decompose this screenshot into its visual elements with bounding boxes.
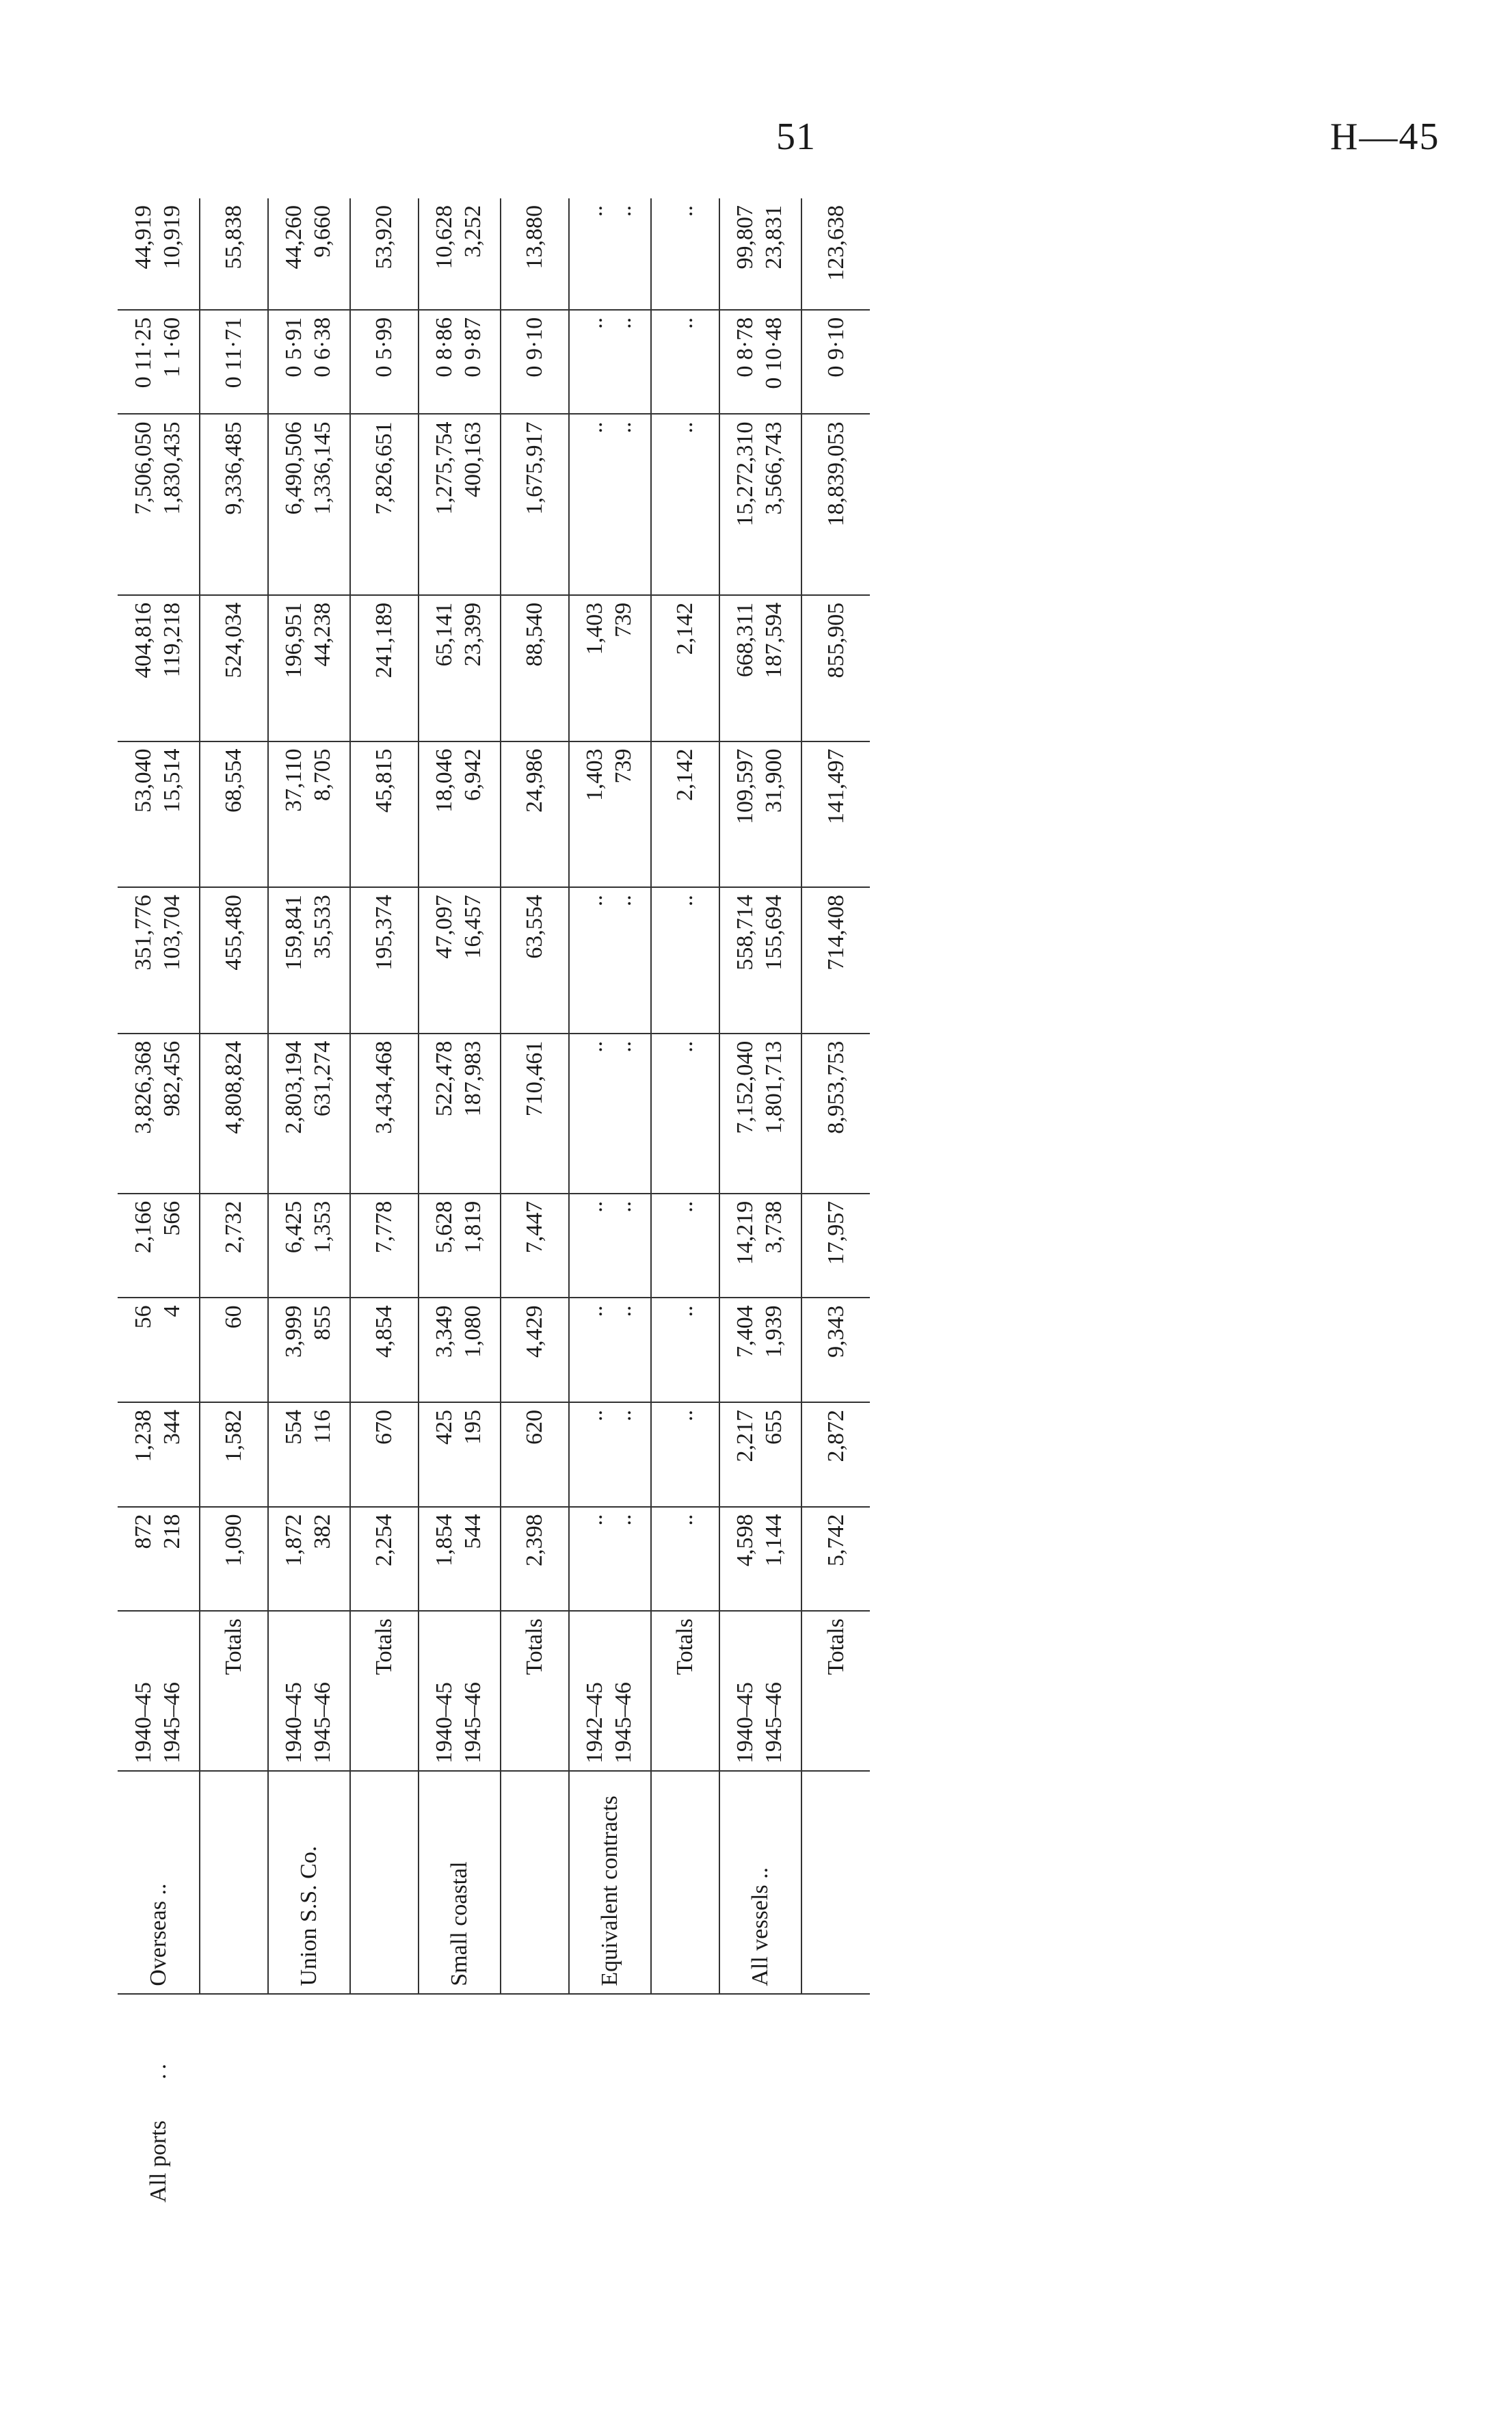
period-value: 1945–46 <box>761 1682 786 1764</box>
total-value: 2,142 <box>651 595 719 741</box>
empty-cell <box>801 1771 870 1994</box>
data-value: 0 6·38 <box>310 317 335 378</box>
period-cell <box>719 1611 801 1771</box>
data-value: 1,353 <box>310 1200 335 1254</box>
value-cell <box>118 1194 200 1298</box>
data-value: 109,597 <box>732 748 758 825</box>
value-cell <box>118 198 200 310</box>
value-cell <box>719 1507 801 1612</box>
value-cell <box>268 1298 350 1402</box>
total-value: 45,815 <box>350 741 419 888</box>
value-cell <box>268 1194 350 1298</box>
total-value: .. <box>651 310 719 415</box>
total-value: 18,839,053 <box>801 414 870 594</box>
total-value: 710,461 <box>501 1034 569 1194</box>
data-value: .. <box>582 895 607 907</box>
value-cell <box>118 1298 200 1402</box>
value-cell <box>719 310 801 415</box>
value-cell <box>268 741 350 888</box>
data-value: 159,841 <box>281 895 306 971</box>
value-cell <box>118 595 200 741</box>
data-value: 855 <box>310 1305 335 1341</box>
value-cell <box>118 1507 200 1612</box>
empty-cell <box>801 1994 870 2209</box>
value-cell <box>719 741 801 888</box>
data-value: 3,826,368 <box>130 1040 156 1134</box>
data-value: 0 10·48 <box>761 317 786 389</box>
period-cell <box>569 1611 651 1771</box>
statistics-table <box>118 198 870 2209</box>
period-value: 1945–46 <box>310 1682 335 1764</box>
value-cell <box>569 1507 651 1612</box>
value-cell <box>569 1034 651 1194</box>
total-value: 241,189 <box>350 595 419 741</box>
port-cell <box>419 1994 501 2209</box>
data-value: 0 11·25 <box>130 317 156 389</box>
value-cell <box>719 1402 801 1507</box>
totals-label: Totals <box>651 1611 719 1771</box>
value-cell <box>419 1507 501 1612</box>
data-value: 6,490,506 <box>281 421 306 515</box>
value-cell <box>569 1402 651 1507</box>
totals-label: Totals <box>350 1611 419 1771</box>
period-value: 1940–45 <box>281 1682 306 1764</box>
total-value: 4,429 <box>501 1298 569 1402</box>
vessel-class-cell: Overseas .. <box>118 1771 200 1994</box>
total-value: 7,826,651 <box>350 414 419 594</box>
port-cell <box>268 1994 350 2209</box>
data-value: .. <box>582 1514 607 1526</box>
total-value: 2,142 <box>651 741 719 888</box>
data-value: 0 9·87 <box>460 317 486 378</box>
statistics-table-frame <box>118 198 870 2209</box>
period-value: 1940–45 <box>432 1682 457 1764</box>
data-value: 3,738 <box>761 1200 786 1254</box>
data-value: 56 <box>130 1305 156 1329</box>
value-cell <box>268 414 350 594</box>
data-value: 3,252 <box>460 205 486 258</box>
value-cell <box>569 198 651 310</box>
total-value: 68,554 <box>200 741 268 888</box>
vessel-class-cell: Small coastal <box>419 1771 501 1994</box>
data-value: 2,217 <box>732 1409 758 1462</box>
total-value: 2,732 <box>200 1194 268 1298</box>
value-cell <box>569 595 651 741</box>
data-value: 7,152,040 <box>732 1040 758 1134</box>
totals-row <box>651 198 719 2209</box>
data-value: 655 <box>761 1409 786 1445</box>
data-value: 382 <box>310 1514 335 1549</box>
data-value: 872 <box>130 1514 156 1549</box>
data-value: 15,272,310 <box>732 421 758 527</box>
total-value: 63,554 <box>501 887 569 1034</box>
value-cell <box>268 198 350 310</box>
total-value: .. <box>651 1194 719 1298</box>
data-value: 5,628 <box>432 1200 457 1254</box>
data-value: 2,166 <box>130 1200 156 1254</box>
total-value: 0 5·99 <box>350 310 419 415</box>
value-cell <box>419 1194 501 1298</box>
data-value: 9,660 <box>310 205 335 258</box>
data-value: 44,238 <box>310 602 335 667</box>
port-leader-dots: .. <box>146 2060 172 2080</box>
data-value: 3,349 <box>432 1305 457 1358</box>
total-value: 1,090 <box>200 1507 268 1612</box>
data-value: 1,080 <box>460 1305 486 1358</box>
data-value: 1,939 <box>761 1305 786 1358</box>
data-value: 1,336,145 <box>310 421 335 515</box>
total-value: 195,374 <box>350 887 419 1034</box>
data-value: 1,144 <box>761 1514 786 1567</box>
empty-cell <box>651 1994 719 2209</box>
data-value: .. <box>611 1305 636 1317</box>
empty-cell <box>200 1994 268 2209</box>
table-row <box>118 198 200 2209</box>
value-cell <box>719 414 801 594</box>
total-value: 5,742 <box>801 1507 870 1612</box>
total-value: 141,497 <box>801 741 870 888</box>
totals-label: Totals <box>501 1611 569 1771</box>
vessel-class-cell: Union S.S. Co. <box>268 1771 350 1994</box>
data-value: 0 5·91 <box>281 317 306 378</box>
totals-label: Totals <box>200 1611 268 1771</box>
total-value: 88,540 <box>501 595 569 741</box>
data-value: 23,831 <box>761 205 786 270</box>
value-cell <box>118 310 200 415</box>
table-row <box>719 198 801 2209</box>
data-value: 4,598 <box>732 1514 758 1567</box>
data-value: 2,803,194 <box>281 1040 306 1134</box>
value-cell <box>719 1034 801 1194</box>
total-value: 55,838 <box>200 198 268 310</box>
data-value: 554 <box>281 1409 306 1445</box>
value-cell <box>419 198 501 310</box>
data-value: 982,456 <box>159 1040 185 1117</box>
totals-row <box>501 198 569 2209</box>
data-value: 14,219 <box>732 1200 758 1265</box>
total-value: 4,808,824 <box>200 1034 268 1194</box>
value-cell <box>569 1298 651 1402</box>
data-value: .. <box>582 1040 607 1053</box>
value-cell <box>268 310 350 415</box>
totals-row <box>801 198 870 2209</box>
data-value: 1,403 <box>582 602 607 655</box>
table-row <box>268 198 350 2209</box>
data-value: 425 <box>432 1409 457 1445</box>
data-value: 6,942 <box>460 748 486 802</box>
data-value: 1,819 <box>460 1200 486 1254</box>
value-cell <box>419 414 501 594</box>
data-value: .. <box>611 205 636 217</box>
value-cell <box>118 1402 200 1507</box>
data-value: .. <box>611 1200 636 1213</box>
totals-row <box>350 198 419 2209</box>
data-value: 6,425 <box>281 1200 306 1254</box>
data-value: 35,533 <box>310 895 335 959</box>
value-cell <box>118 414 200 594</box>
data-value: 18,046 <box>432 748 457 813</box>
data-value: 1,403 <box>582 748 607 802</box>
data-value: 739 <box>611 748 636 784</box>
data-value: 23,399 <box>460 602 486 667</box>
data-value: .. <box>582 205 607 217</box>
totals-row <box>200 198 268 2209</box>
data-value: 1,275,754 <box>432 421 457 515</box>
total-value: 0 9·10 <box>801 310 870 415</box>
data-value: .. <box>582 1200 607 1213</box>
data-value: .. <box>582 317 607 329</box>
value-cell <box>419 1402 501 1507</box>
value-cell <box>419 595 501 741</box>
period-value: 1942–45 <box>582 1682 607 1764</box>
data-value: 566 <box>159 1200 185 1236</box>
empty-cell <box>651 1771 719 1994</box>
period-value: 1945–46 <box>611 1682 636 1764</box>
data-value: 119,218 <box>159 602 185 678</box>
data-value: 31,900 <box>761 748 786 813</box>
data-value: 1,801,713 <box>761 1040 786 1134</box>
total-value: 8,953,753 <box>801 1034 870 1194</box>
value-cell <box>118 741 200 888</box>
data-value: 3,999 <box>281 1305 306 1358</box>
data-value: 344 <box>159 1409 185 1445</box>
value-cell <box>569 887 651 1034</box>
data-value: 65,141 <box>432 602 457 667</box>
period-value: 1940–45 <box>130 1682 156 1764</box>
data-value: 1 1·60 <box>159 317 185 378</box>
data-value: .. <box>611 317 636 329</box>
total-value: 1,675,917 <box>501 414 569 594</box>
data-value: 7,404 <box>732 1305 758 1358</box>
data-value: 1,238 <box>130 1409 156 1462</box>
data-value: 1,854 <box>432 1514 457 1567</box>
total-value: .. <box>651 1034 719 1194</box>
empty-cell <box>501 1771 569 1994</box>
value-cell <box>268 1507 350 1612</box>
value-cell <box>569 741 651 888</box>
total-value: 2,398 <box>501 1507 569 1612</box>
data-value: 195 <box>460 1409 486 1445</box>
data-value: .. <box>611 1409 636 1421</box>
value-cell <box>118 1034 200 1194</box>
data-value: 544 <box>460 1514 486 1549</box>
total-value: 524,034 <box>200 595 268 741</box>
value-cell <box>719 887 801 1034</box>
period-cell <box>419 1611 501 1771</box>
data-value: 16,457 <box>460 895 486 959</box>
total-value: 9,343 <box>801 1298 870 1402</box>
data-value: .. <box>611 421 636 434</box>
value-cell <box>268 887 350 1034</box>
total-value: .. <box>651 1507 719 1612</box>
total-value: 1,582 <box>200 1402 268 1507</box>
value-cell <box>719 595 801 741</box>
data-value: .. <box>611 1040 636 1053</box>
data-value: .. <box>611 895 636 907</box>
empty-cell <box>501 1994 569 2209</box>
total-value: 17,957 <box>801 1194 870 1298</box>
period-value: 1945–46 <box>159 1682 185 1764</box>
total-value: 0 11·71 <box>200 310 268 415</box>
total-value: 620 <box>501 1402 569 1507</box>
page-number: 51 <box>776 116 816 158</box>
data-value: 44,919 <box>130 205 156 270</box>
data-value: 218 <box>159 1514 185 1549</box>
data-value: 10,919 <box>159 205 185 270</box>
total-value: 714,408 <box>801 887 870 1034</box>
data-value: 116 <box>310 1409 335 1444</box>
value-cell <box>118 887 200 1034</box>
data-value: 668,311 <box>732 602 758 678</box>
total-value: 670 <box>350 1402 419 1507</box>
value-cell <box>719 198 801 310</box>
data-value: 0 8·78 <box>732 317 758 378</box>
total-value: 855,905 <box>801 595 870 741</box>
data-value: 404,816 <box>130 602 156 679</box>
total-value: 60 <box>200 1298 268 1402</box>
total-value: 24,986 <box>501 741 569 888</box>
value-cell <box>268 1034 350 1194</box>
total-value: 2,254 <box>350 1507 419 1612</box>
value-cell <box>268 595 350 741</box>
port-label: All ports <box>146 2120 172 2203</box>
total-value: 7,778 <box>350 1194 419 1298</box>
data-value: 522,478 <box>432 1040 457 1117</box>
total-value: .. <box>651 1298 719 1402</box>
data-value: 99,807 <box>732 205 758 270</box>
value-cell <box>719 1194 801 1298</box>
value-cell <box>419 1034 501 1194</box>
data-value: 4 <box>159 1305 185 1317</box>
period-cell <box>118 1611 200 1771</box>
port-cell <box>118 1994 200 2209</box>
data-value: .. <box>582 1305 607 1317</box>
page-reference: H—45 <box>1330 116 1440 158</box>
data-value: 103,704 <box>159 895 185 971</box>
data-value: .. <box>611 1514 636 1526</box>
data-value: 8,705 <box>310 748 335 802</box>
vessel-class-cell: All vessels .. <box>719 1771 801 1994</box>
empty-cell <box>200 1771 268 1994</box>
data-value: 0 8·86 <box>432 317 457 378</box>
table-row <box>569 198 651 2209</box>
period-cell <box>268 1611 350 1771</box>
data-value: 155,694 <box>761 895 786 971</box>
data-value: 10,628 <box>432 205 457 270</box>
data-value: 37,110 <box>281 748 306 812</box>
total-value: 13,880 <box>501 198 569 310</box>
data-value: 187,594 <box>761 602 786 679</box>
data-value: 44,260 <box>281 205 306 270</box>
total-value: .. <box>651 887 719 1034</box>
value-cell <box>419 1298 501 1402</box>
data-value: 7,506,050 <box>130 421 156 515</box>
total-value: .. <box>651 414 719 594</box>
totals-label: Totals <box>801 1611 870 1771</box>
total-value: .. <box>651 1402 719 1507</box>
total-value: 3,434,468 <box>350 1034 419 1194</box>
total-value: 53,920 <box>350 198 419 310</box>
empty-cell <box>350 1771 419 1994</box>
value-cell <box>569 1194 651 1298</box>
total-value: 0 9·10 <box>501 310 569 415</box>
total-value: 455,480 <box>200 887 268 1034</box>
value-cell <box>569 310 651 415</box>
value-cell <box>268 1402 350 1507</box>
table-row <box>419 198 501 2209</box>
data-value: 631,274 <box>310 1040 335 1117</box>
data-value: .. <box>582 421 607 434</box>
data-value: 196,951 <box>281 602 306 679</box>
value-cell <box>419 887 501 1034</box>
data-value: 15,514 <box>159 748 185 813</box>
value-cell <box>569 414 651 594</box>
port-cell <box>569 1994 651 2209</box>
total-value: 9,336,485 <box>200 414 268 594</box>
data-value: 739 <box>611 602 636 638</box>
port-cell <box>719 1994 801 2209</box>
vessel-class-cell: Equivalent contracts <box>569 1771 651 1994</box>
value-cell <box>419 741 501 888</box>
data-value: 351,776 <box>130 895 156 971</box>
data-value: 53,040 <box>130 748 156 813</box>
period-value: 1945–46 <box>460 1682 486 1764</box>
value-cell <box>719 1298 801 1402</box>
data-value: 1,872 <box>281 1514 306 1567</box>
total-value: 2,872 <box>801 1402 870 1507</box>
empty-cell <box>350 1994 419 2209</box>
total-value: 4,854 <box>350 1298 419 1402</box>
total-value: 7,447 <box>501 1194 569 1298</box>
data-value: 558,714 <box>732 895 758 971</box>
data-value: .. <box>582 1409 607 1421</box>
data-value: 47,097 <box>432 895 457 959</box>
total-value: .. <box>651 198 719 310</box>
value-cell <box>419 310 501 415</box>
data-value: 187,983 <box>460 1040 486 1117</box>
data-value: 3,566,743 <box>761 421 786 515</box>
total-value: 123,638 <box>801 198 870 310</box>
data-value: 1,830,435 <box>159 421 185 515</box>
period-value: 1940–45 <box>732 1682 758 1764</box>
data-value: 400,163 <box>460 421 486 497</box>
